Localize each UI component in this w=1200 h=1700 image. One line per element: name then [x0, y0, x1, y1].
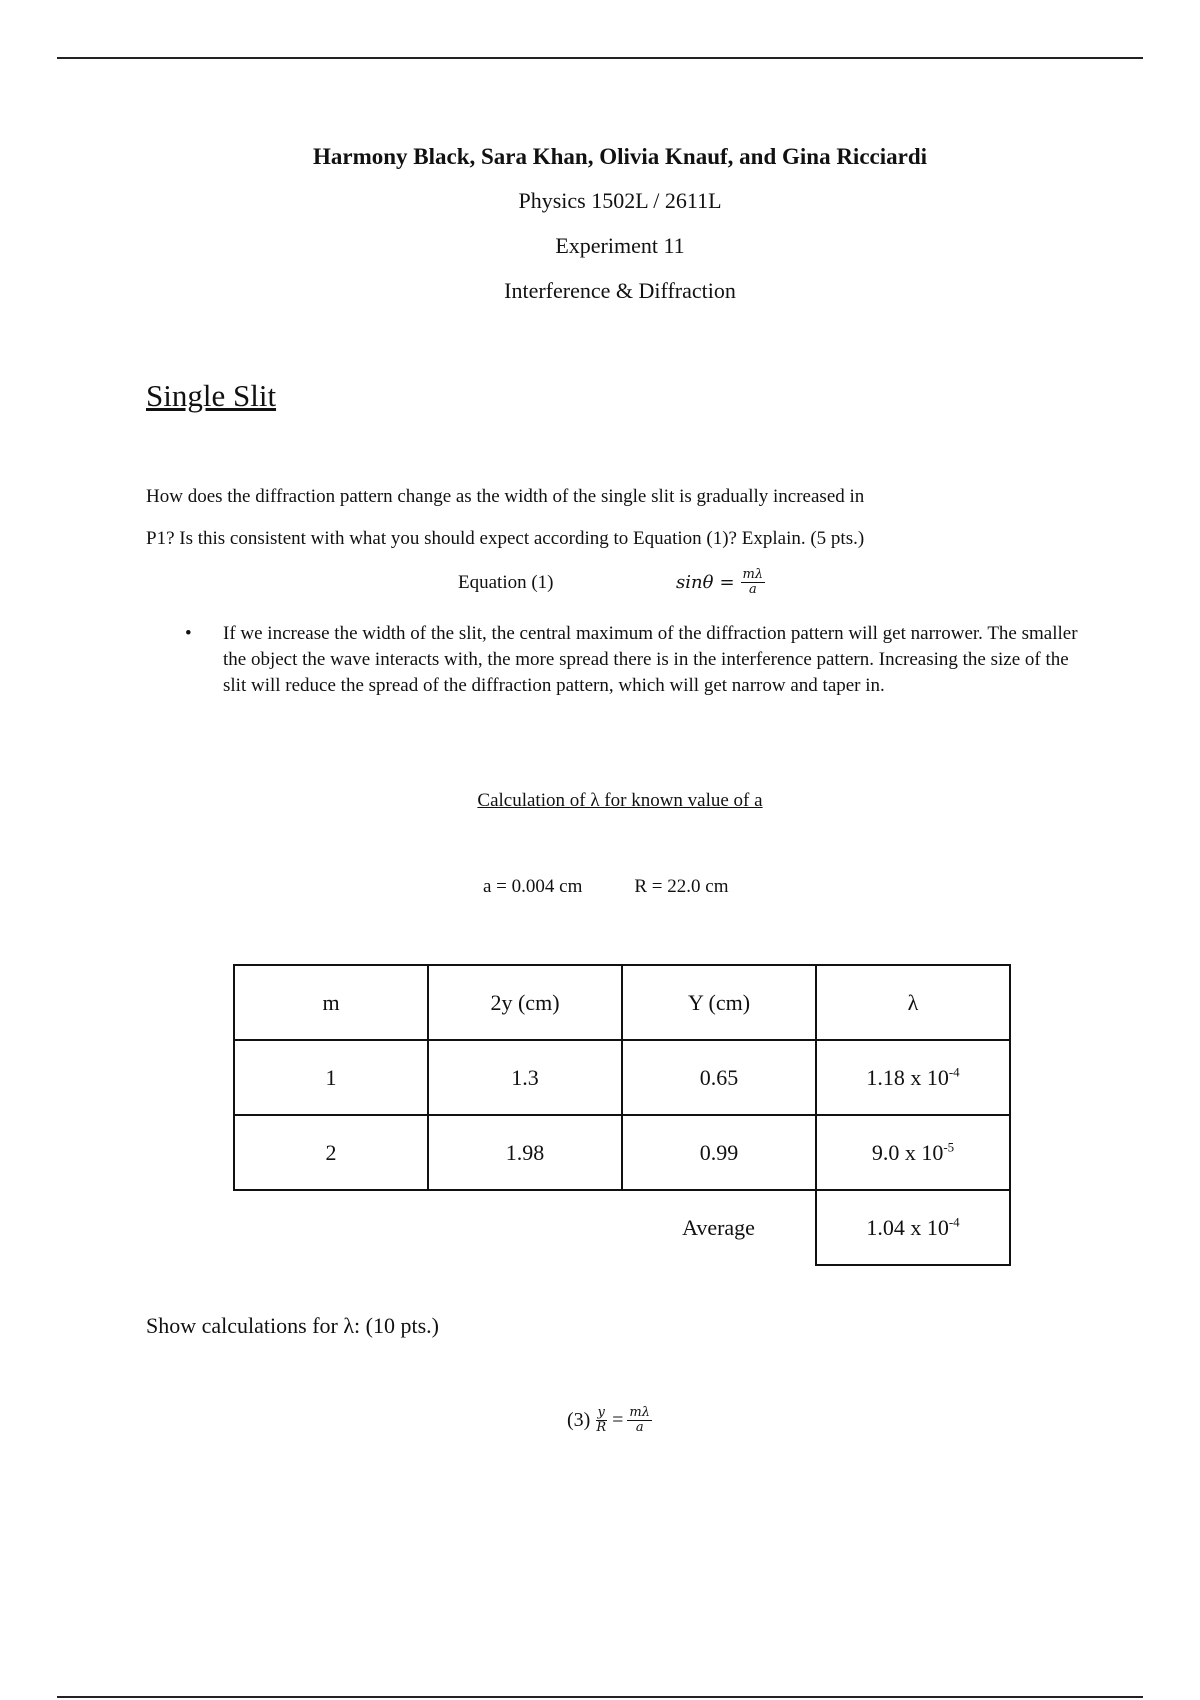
- lambda-exponent: -4: [948, 1064, 960, 1080]
- table-header-cell: λ: [816, 965, 1010, 1040]
- show-calculations-prompt: Show calculations for λ: (10 pts.): [146, 1313, 439, 1338]
- table-cell: 1.3: [428, 1040, 622, 1115]
- average-base: 1.04 x 10: [866, 1214, 949, 1240]
- equation-1-denominator: a: [748, 582, 757, 597]
- answer-item: [185, 621, 1085, 699]
- answer-text: If we increase the width of the slit, the central maximum of the diffraction pattern will get narrower. The smaller the object the wave interacts with, the more spread there is in the interference pattern. Increasing the size of the slit will reduce the spread of the diffraction pattern, which will get narrow and taper in.: [223, 623, 1078, 696]
- slit-width-value: a = 0.004 cm: [483, 876, 583, 897]
- lambda-base: 9.0 x 10: [871, 1139, 944, 1165]
- equation-3-rhs-denominator: a: [635, 1420, 644, 1435]
- question-line-1: How does the diffraction pattern change as the width of the single slit is gradually increased in: [146, 486, 865, 507]
- average-exponent: -4: [948, 1214, 960, 1230]
- average-value: [816, 1190, 1010, 1265]
- equation-1-formula: [676, 568, 765, 597]
- bullet-icon: •: [185, 623, 192, 644]
- experiment-number: Experiment 11: [555, 233, 685, 258]
- equation-3-equals: =: [612, 1409, 624, 1431]
- table-header-cell: 2y (cm): [428, 965, 622, 1040]
- table-cell: 1.98: [428, 1115, 622, 1190]
- equation-3: [567, 1406, 652, 1435]
- known-values: [483, 876, 728, 898]
- equation-1-label: Equation (1): [458, 572, 554, 593]
- average-label: Average: [622, 1190, 816, 1265]
- table-header-row: [234, 965, 1010, 1040]
- equation-3-lhs-numerator: y: [597, 1405, 605, 1420]
- equation-1-lhs: sinθ: [676, 572, 714, 593]
- authors: Harmony Black, Sara Khan, Olivia Knauf, and Gina Ricciardi: [312, 144, 928, 169]
- table-average-row: [234, 1190, 1010, 1265]
- document-header: [0, 144, 1200, 323]
- table-cell: [816, 1115, 1010, 1190]
- equation-1-equals: =: [719, 572, 735, 593]
- experiment-topic: Interference & Diffraction: [504, 278, 736, 303]
- equation-1-fraction: [741, 568, 766, 597]
- top-rule: [57, 57, 1143, 59]
- table-cell: 0.99: [622, 1115, 816, 1190]
- equation-3-lhs-fraction: [594, 1406, 608, 1435]
- bottom-rule: [57, 1696, 1143, 1698]
- distance-value: R = 22.0 cm: [634, 876, 729, 897]
- section-title: Single Slit: [146, 378, 277, 413]
- table-header-cell: m: [234, 965, 428, 1040]
- table-cell: 1: [234, 1040, 428, 1115]
- table-row: [234, 1040, 1010, 1115]
- equation-3-rhs-fraction: [627, 1406, 652, 1435]
- table-row: [234, 1115, 1010, 1190]
- equation-3-rhs-numerator: mλ: [629, 1405, 650, 1420]
- question-line-2: P1? Is this consistent with what you should expect according to Equation (1)? Explain. (5 pts.): [146, 528, 865, 549]
- lambda-exponent: -5: [943, 1139, 955, 1155]
- question: [146, 476, 1046, 560]
- data-table: [233, 964, 1011, 1266]
- table-empty-cell: [234, 1190, 428, 1265]
- table-cell: [816, 1040, 1010, 1115]
- table-cell: 2: [234, 1115, 428, 1190]
- table-empty-cell: [428, 1190, 622, 1265]
- equation-3-label: (3): [567, 1409, 591, 1431]
- lambda-base: 1.18 x 10: [866, 1064, 949, 1090]
- table-cell: 0.65: [622, 1040, 816, 1115]
- equation-3-lhs-denominator: R: [596, 1420, 607, 1435]
- table-header-cell: Y (cm): [622, 965, 816, 1040]
- calculation-title: Calculation of λ for known value of a: [477, 790, 763, 811]
- equation-1-numerator: mλ: [742, 567, 764, 582]
- answer-list: [185, 621, 1085, 699]
- course-name: Physics 1502L / 2611L: [518, 188, 722, 213]
